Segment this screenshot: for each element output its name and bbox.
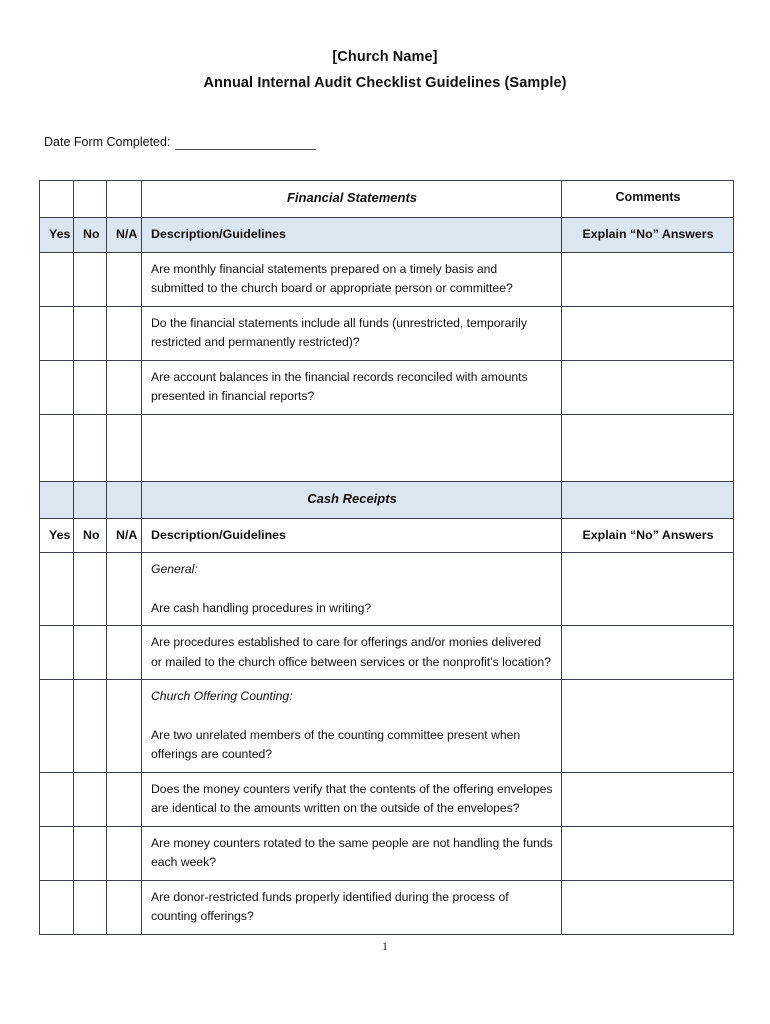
answer-cell-yes[interactable] (40, 360, 74, 414)
column-header-na: N/A (107, 218, 142, 253)
comment-cell[interactable] (562, 360, 734, 414)
answer-cell-no[interactable] (74, 414, 107, 481)
checklist-item-description (142, 826, 562, 880)
document-header (0, 0, 770, 96)
section-title-row (40, 181, 734, 218)
section-title: Cash Receipts (142, 481, 562, 518)
answer-cell-no[interactable] (74, 360, 107, 414)
answer-cell-no[interactable] (74, 626, 107, 680)
section-comments-header (562, 481, 734, 518)
answer-cell-na[interactable] (107, 252, 142, 306)
comment-cell[interactable] (562, 772, 734, 826)
empty-table-row (40, 414, 734, 481)
checklist-item-row (40, 306, 734, 360)
section-comments-header: Comments (562, 181, 734, 218)
column-header-no: No (74, 518, 107, 553)
checklist-item-row (40, 252, 734, 306)
checklist-item-row (40, 880, 734, 934)
comment-cell[interactable] (562, 306, 734, 360)
page-title-line-1: [Church Name] (332, 49, 438, 65)
checklist-item-description (142, 553, 562, 626)
checklist-item-description (142, 626, 562, 680)
checklist-item-text: Are monthly financial statements prepared on a timely basis and submitted to the church board or appropriate person or committee? (151, 261, 513, 295)
checklist-table-container (0, 180, 770, 935)
date-form-completed-label: Date Form Completed: (44, 135, 171, 149)
checklist-item-description (142, 414, 562, 481)
checklist-item-description (142, 252, 562, 306)
answer-cell-na[interactable] (107, 414, 142, 481)
column-header-row (40, 518, 734, 553)
answer-cell-yes[interactable] (40, 772, 74, 826)
column-header-na: N/A (107, 518, 142, 553)
comment-cell[interactable] (562, 880, 734, 934)
checklist-item-row (40, 826, 734, 880)
checklist-subsection-label: Church Offering Counting: (151, 689, 293, 703)
checklist-item-text: Are account balances in the financial records reconciled with amounts presented in financial reports? (151, 369, 528, 403)
checklist-item-description (142, 680, 562, 773)
checklist-item-text: Do the financial statements include all funds (unrestricted, temporarily restricted and permanently restricted)? (151, 315, 527, 349)
answer-cell-na[interactable] (107, 306, 142, 360)
checklist-item-row (40, 626, 734, 680)
comment-cell[interactable] (562, 414, 734, 481)
checklist-item-text: Are donor-restricted funds properly identified during the process of counting offerings? (151, 889, 509, 923)
answer-cell-yes[interactable] (40, 626, 74, 680)
checklist-item-row (40, 772, 734, 826)
checklist-item-text: Does the money counters verify that the contents of the offering envelopes are identical to the amounts written on the outside of the envelopes? (151, 781, 553, 815)
answer-cell-no[interactable] (74, 826, 107, 880)
section-title-blank-cell (40, 481, 74, 518)
answer-cell-yes[interactable] (40, 553, 74, 626)
section-title-blank-cell (74, 481, 107, 518)
comment-cell[interactable] (562, 826, 734, 880)
answer-cell-na[interactable] (107, 553, 142, 626)
date-form-completed-input[interactable] (175, 136, 316, 150)
answer-cell-no[interactable] (74, 772, 107, 826)
answer-cell-yes[interactable] (40, 252, 74, 306)
column-header-no: No (74, 218, 107, 253)
column-header-explain-no-answers: Explain “No” Answers (562, 518, 734, 553)
checklist-item-description (142, 880, 562, 934)
answer-cell-na[interactable] (107, 826, 142, 880)
answer-cell-no[interactable] (74, 880, 107, 934)
checklist-item-text: Are cash handling procedures in writing? (151, 600, 372, 615)
column-header-description: Description/Guidelines (142, 518, 562, 553)
comment-cell[interactable] (562, 626, 734, 680)
answer-cell-yes[interactable] (40, 680, 74, 773)
column-header-description: Description/Guidelines (142, 218, 562, 253)
answer-cell-no[interactable] (74, 306, 107, 360)
answer-cell-yes[interactable] (40, 306, 74, 360)
section-title-blank-cell (74, 181, 107, 218)
section-title-blank-cell (107, 481, 142, 518)
column-header-explain-no-answers: Explain “No” Answers (562, 218, 734, 253)
audit-checklist-table (39, 180, 734, 935)
checklist-item-row (40, 360, 734, 414)
checklist-item-row (40, 553, 734, 626)
answer-cell-no[interactable] (74, 680, 107, 773)
checklist-item-description (142, 772, 562, 826)
spacer (151, 707, 553, 726)
column-header-yes: Yes (40, 518, 74, 553)
page-title-line-2: Annual Internal Audit Checklist Guidelines (Sample) (203, 75, 567, 91)
spacer (151, 580, 553, 599)
answer-cell-na[interactable] (107, 626, 142, 680)
column-header-yes: Yes (40, 218, 74, 253)
answer-cell-yes[interactable] (40, 880, 74, 934)
comment-cell[interactable] (562, 680, 734, 773)
checklist-item-row (40, 680, 734, 773)
answer-cell-na[interactable] (107, 680, 142, 773)
section-title-row (40, 481, 734, 518)
section-title: Financial Statements (142, 181, 562, 218)
comment-cell[interactable] (562, 553, 734, 626)
column-header-row (40, 218, 734, 253)
answer-cell-yes[interactable] (40, 826, 74, 880)
answer-cell-na[interactable] (107, 360, 142, 414)
checklist-item-description (142, 360, 562, 414)
answer-cell-yes[interactable] (40, 414, 74, 481)
checklist-subsection-label: General: (151, 562, 198, 576)
date-form-completed-field (0, 134, 770, 150)
section-title-blank-cell (107, 181, 142, 218)
checklist-item-text: Are procedures established to care for offerings and/or monies delivered or mailed to the church office between services or the nonprofit’s location? (151, 635, 551, 669)
checklist-item-text: Are money counters rotated to the same people are not handling the funds each week? (151, 835, 553, 869)
section-title-blank-cell (40, 181, 74, 218)
checklist-item-text: Are two unrelated members of the counting committee present when offerings are counted? (151, 727, 521, 761)
answer-cell-na[interactable] (107, 880, 142, 934)
answer-cell-na[interactable] (107, 772, 142, 826)
checklist-item-description (142, 306, 562, 360)
comment-cell[interactable] (562, 252, 734, 306)
answer-cell-no[interactable] (74, 553, 107, 626)
answer-cell-no[interactable] (74, 252, 107, 306)
page-number: 1 (382, 941, 388, 953)
